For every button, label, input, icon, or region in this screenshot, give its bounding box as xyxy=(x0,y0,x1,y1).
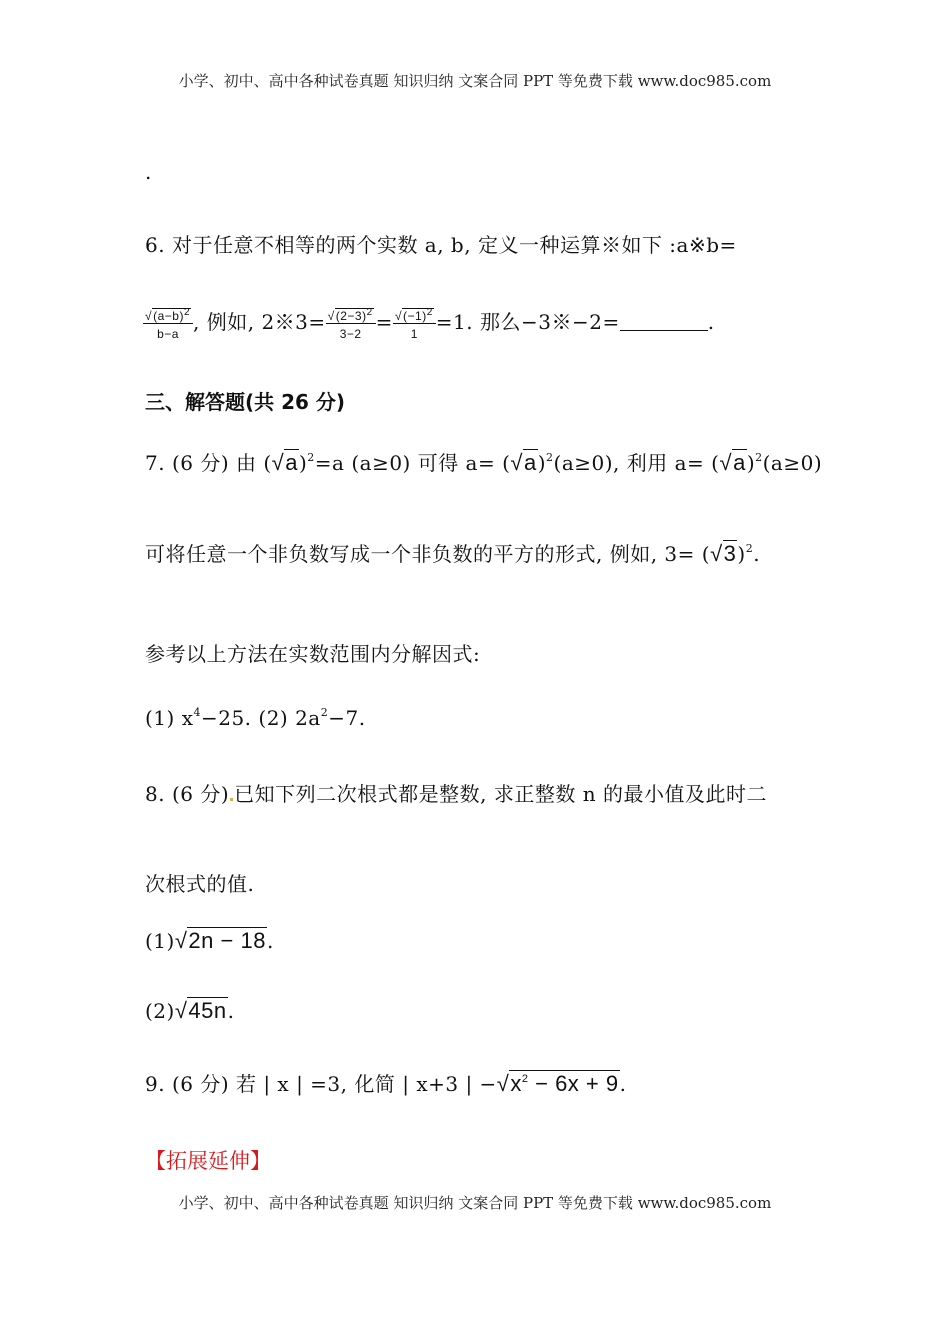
q8-sub2: (2)√45n. xyxy=(145,998,235,1023)
q7-line2: 可将任意一个非负数写成一个非负数的平方的形式, 例如, $3= (√3)^2$. xyxy=(145,541,761,566)
sqrt-a: √a xyxy=(510,450,537,475)
q6-answer-blank[interactable] xyxy=(620,312,708,331)
q7-subquestions: (1) $x^4-25$. (2) $2a^2-7$. xyxy=(145,706,366,730)
q8-line1: 8. (6 分) 已知下列二次根式都是整数, 求正整数 n 的最小值及此时二 xyxy=(145,782,767,806)
sqrt-45n: √45n xyxy=(174,998,227,1023)
sqrt-3: √3 xyxy=(710,541,737,566)
sqrt-x2-6x-9: $√x^2 - 6x + 9$ xyxy=(496,1071,619,1096)
section-title: 三、解答题(共 26 分) xyxy=(145,390,346,414)
q6-fraction-example1: $\frac{√(2-3)^2}{3-2}$ xyxy=(326,306,376,341)
q9-line: 9. (6 分) 若 | x | =3, 化简 | x+3 | $-√x^2 - 6x + 9$. xyxy=(145,1071,627,1096)
q7-line3: 参考以上方法在实数范围内分解因式: xyxy=(145,642,481,666)
page-header: 小学、初中、高中各种试卷真题 知识归纳 文案合同 PPT 等免费下载 www.doc985.com xyxy=(178,72,772,90)
q6-line2: $\frac{√(a-b)^2}{b-a}$ , 例如, 2※3= $\frac{√(2-3)^2}{3-2}$ = $\frac{√(-1)^2}{1}$ =1. 那么−3※−2= . xyxy=(145,307,715,341)
sqrt-a: √a xyxy=(719,450,746,475)
marker-dot xyxy=(230,798,233,801)
q6-fraction-example2: $\frac{√(-1)^2}{1}$ xyxy=(393,306,436,341)
page-footer: 小学、初中、高中各种试卷真题 知识归纳 文案合同 PPT 等免费下载 www.doc985.com xyxy=(178,1194,772,1212)
sqrt-2n-18: √2n − 18 xyxy=(174,928,266,953)
q8-line2: 次根式的值. xyxy=(145,872,255,896)
stray-dot: . xyxy=(145,160,152,184)
extension-heading: 【拓展延伸】 xyxy=(145,1149,271,1173)
sqrt-a: √a xyxy=(271,450,298,475)
q6-fraction-definition: $\frac{√(a-b)^2}{b-a}$ xyxy=(143,306,193,341)
q6-line1: 6. 对于任意不相等的两个实数 a, b, 定义一种运算※如下 :a※b= xyxy=(145,233,737,257)
q8-sub1: (1)√2n − 18. xyxy=(145,928,274,953)
q7-line1: 7. (6 分) 由 $(√a)^2=a$ (a≥0) 可得 $a= (√a)^2(a\ge 0)$, 利用 $a= (√a)^2(a\ge 0)$ xyxy=(145,450,823,475)
